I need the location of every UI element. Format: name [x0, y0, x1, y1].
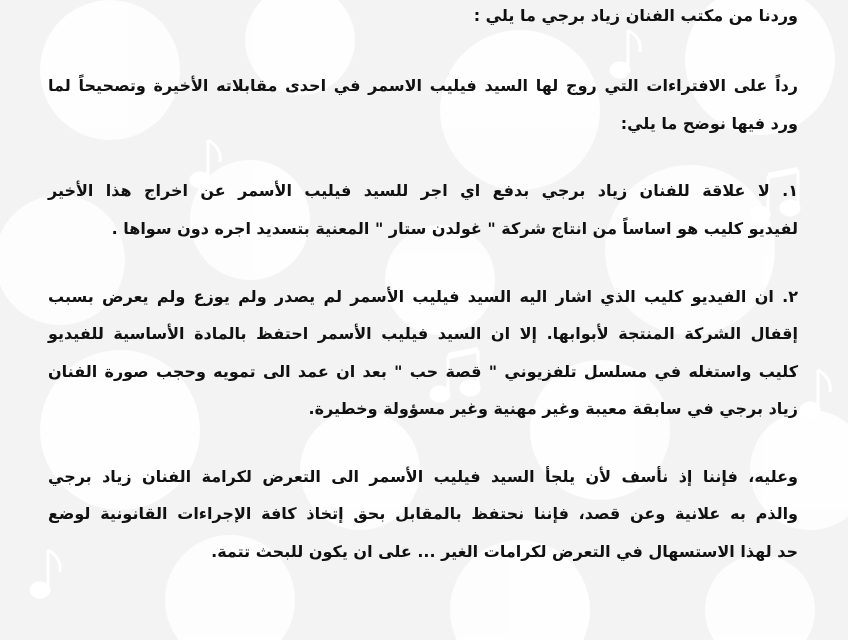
point-1-line-1: ١. لا علاقة للفنان زياد برجي بدفع اي اجر للسيد فيليب الأسمر عن اخراج هذا الأخير — [48, 181, 798, 200]
point-2-line-1: ٢. ان الفيديو كليب الذي اشار اليه السيد فيليب الأسمر لم يصدر ولم يوزع ولم يعرض بسبب — [48, 287, 798, 306]
paragraph-1-line-2: ورد فيها نوضح ما يلي: — [620, 114, 798, 133]
point-2-line-3: كليب واستغله في مسلسل تلفزيوني " قصة حب " بعد ان عمد الى تمويه وحجب صورة الفنان — [48, 362, 798, 381]
conclusion-line-3: حد لهذا الاستسهال في التعرض لكرامات الغير ... على ان يكون للبحث تتمة. — [211, 542, 798, 561]
point-2-line-4: زياد برجي في سابقة معيبة وغير مهنية وغير مسؤولة وخطيرة. — [308, 399, 798, 418]
conclusion-line-2: والذم به علانية وعن قصد، فإننا نحتفظ بالمقابل بحق إتخاذ كافة الإجراءات القانونية لوضع — [48, 504, 798, 523]
paragraph-1-line-1: رداً على الافتراءات التي روج لها السيد فيليب الاسمر في احدى مقابلاته الأخيرة وتصحيحاً لما — [48, 76, 798, 95]
conclusion-line-1: وعليه، فإننا إذ نأسف لأن يلجأ السيد فيليب الأسمر الى التعرض لكرامة الفنان زياد برجي — [48, 467, 798, 486]
point-2-line-2: إقفال الشركة المنتجة لأبوابها. إلا ان السيد فيليب الأسمر احتفظ بالمادة الأساسية للفيديو — [48, 324, 798, 343]
point-1-line-2: لفيديو كليب هو اساساً من انتاج شركة " غولدن ستار " المعنية بتسديد اجره دون سواها . — [111, 219, 798, 238]
intro-line: وردنا من مكتب الفنان زياد برجي ما يلي : — [473, 6, 798, 25]
